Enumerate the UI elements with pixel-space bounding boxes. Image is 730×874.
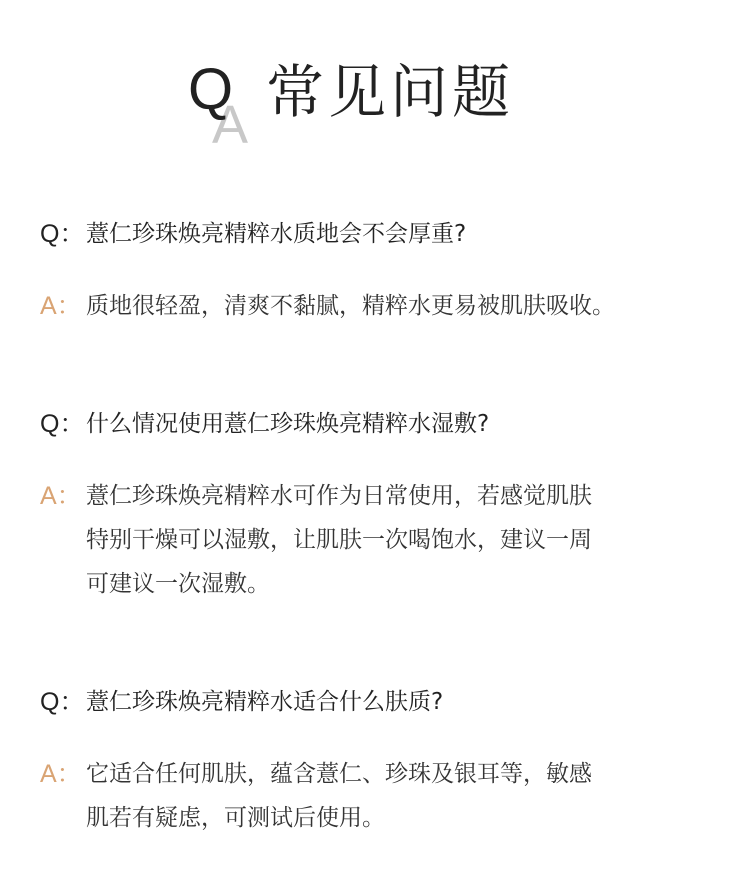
faq-question-row — [40, 212, 710, 256]
answer-text — [86, 474, 592, 606]
answer-prefix: A： — [40, 292, 82, 320]
answer-line: 薏仁珍珠焕亮精粹水可作为日常使用，若感觉肌肤 — [86, 483, 592, 509]
answer-prefix: A： — [40, 482, 82, 510]
faq-item-3 — [40, 680, 710, 840]
logo-letter-a: A — [212, 95, 249, 155]
faq-answer-row — [40, 284, 710, 328]
faq-answer-row — [40, 474, 710, 606]
logo-letter-q: Q — [188, 57, 234, 122]
faq-question-row — [40, 402, 710, 446]
question-prefix: Q： — [40, 688, 85, 716]
answer-text — [86, 284, 615, 328]
page-title: 常见问题 — [266, 58, 515, 126]
faq-question-row — [40, 680, 710, 724]
answer-line: 它适合任何肌肤，蕴含薏仁、珍珠及银耳等，敏感 — [86, 761, 592, 787]
faq-item-2 — [40, 402, 710, 606]
question-text: 薏仁珍珠焕亮精粹水质地会不会厚重? — [86, 221, 467, 247]
answer-line: 特别干燥可以湿敷，让肌肤一次喝饱水，建议一周 — [86, 527, 592, 553]
answer-text — [86, 752, 592, 840]
answer-line: 可建议一次湿敷。 — [86, 571, 270, 597]
answer-line: 肌若有疑虑，可测试后使用。 — [86, 805, 385, 831]
question-text: 什么情况使用薏仁珍珠焕亮精粹水湿敷? — [86, 411, 490, 437]
faq-item-1 — [40, 212, 710, 328]
question-prefix: Q： — [40, 220, 85, 248]
question-prefix: Q： — [40, 410, 85, 438]
answer-line: 质地很轻盈，清爽不黏腻，精粹水更易被肌肤吸收。 — [86, 293, 615, 319]
answer-prefix: A： — [40, 760, 82, 788]
qa-logo — [188, 58, 268, 158]
faq-answer-row — [40, 752, 710, 840]
question-text: 薏仁珍珠焕亮精粹水适合什么肤质? — [86, 689, 444, 715]
